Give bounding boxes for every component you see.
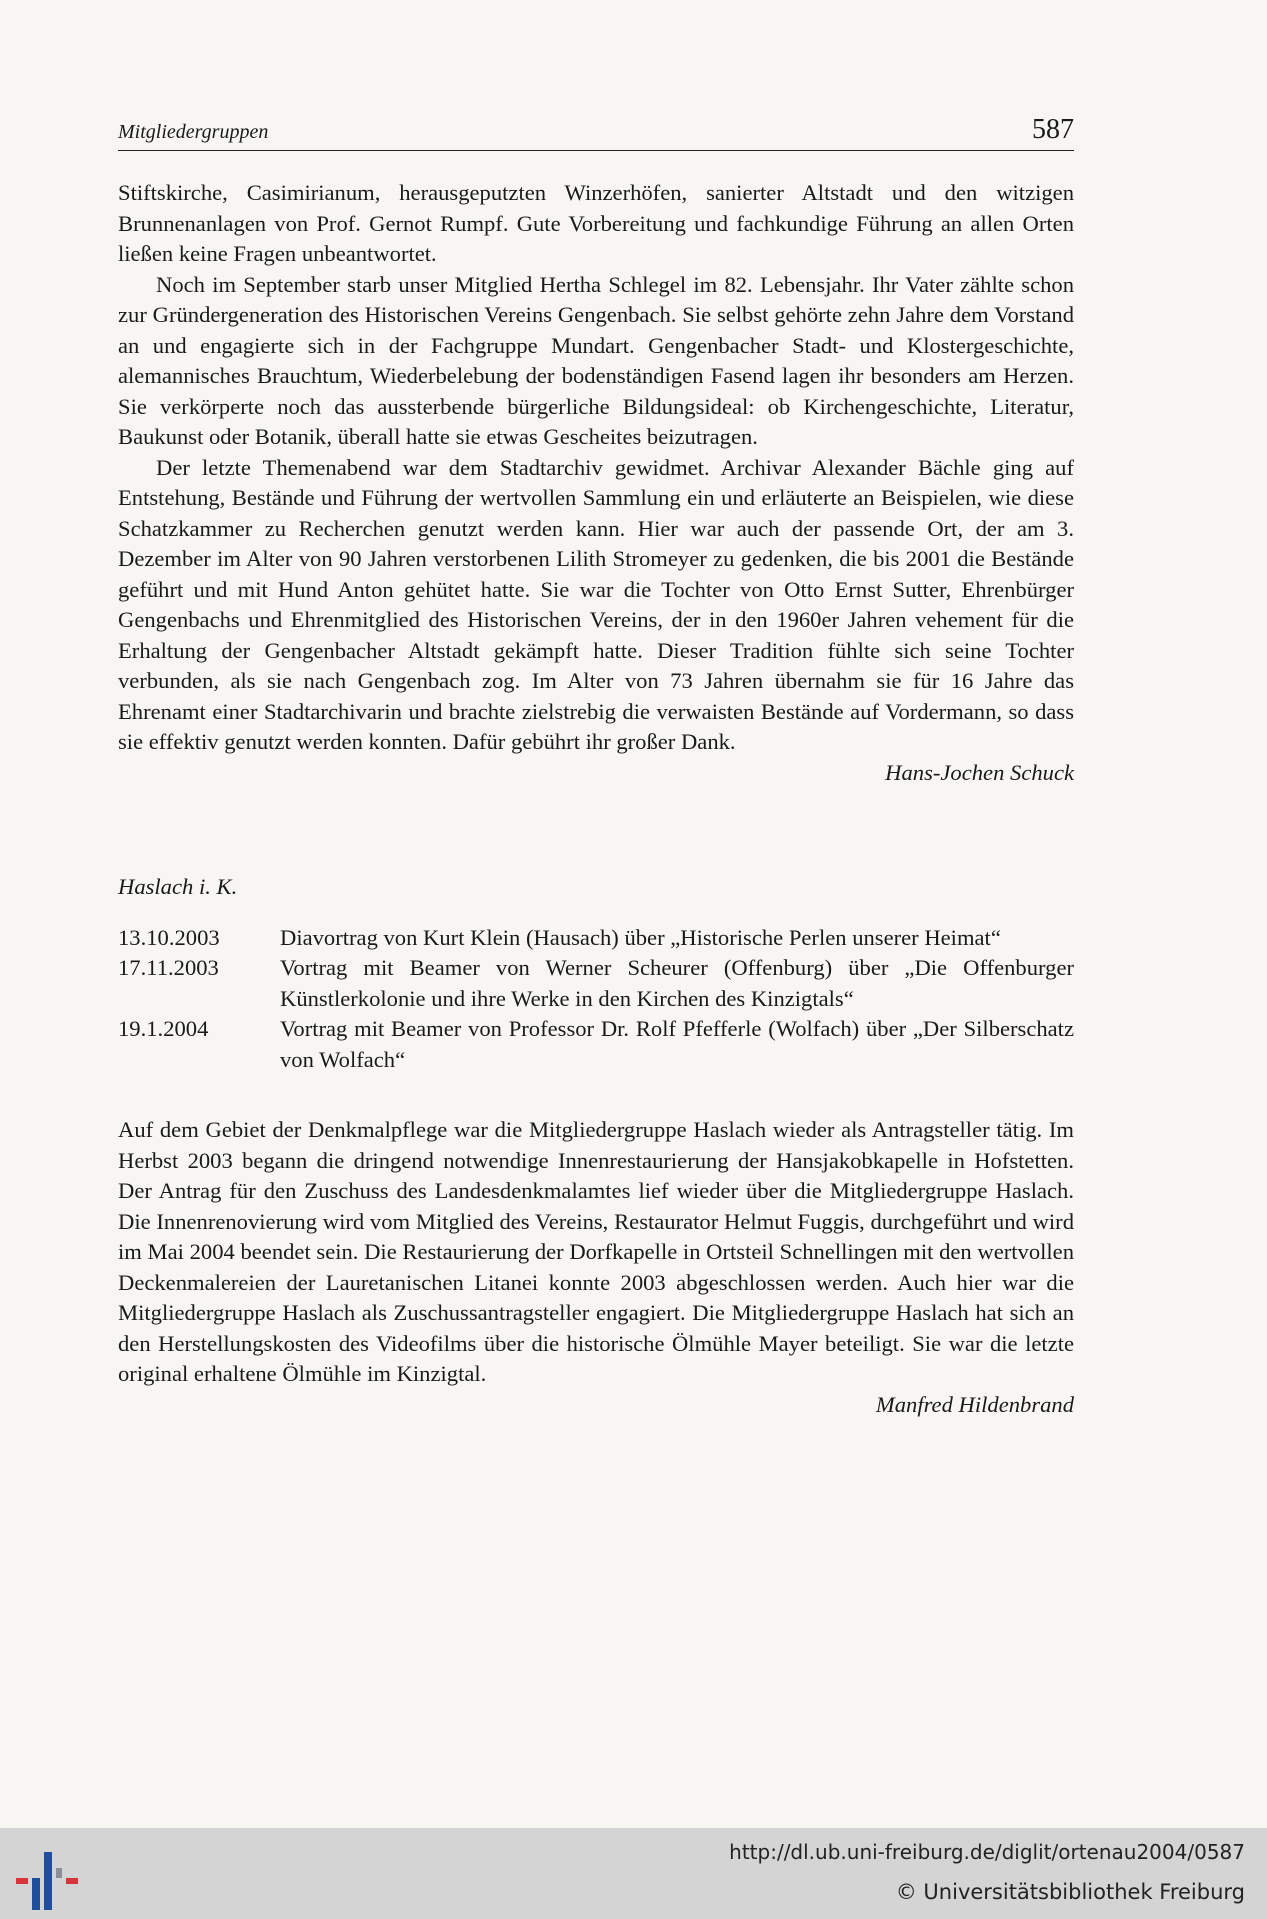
copyright-notice: © Universitätsbibliothek Freiburg [895,1880,1245,1904]
event-list [118,923,1074,1076]
logo-bar-blue-tall [44,1852,52,1910]
event-row [118,923,1074,954]
paragraph: Stiftskirche, Casimirianum, herausgeputzten Winzerhöfen, sanierter Altstadt und den witzigen Brunnenanlagen von Prof. Gernot Rumpf. Gute Vorbereitung und fachkundige Führung an allen Orten ließen keine Fragen unbeantwortet. [118,180,1074,266]
event-description: Vortrag mit Beamer von Werner Scheurer (Offenburg) über „Die Offenburger Künstlerkolonie und ihre Werke in den Kirchen des Kinzigtals“ [280,955,1074,1011]
event-row [118,953,1074,1014]
logo-bar-gray [56,1868,62,1878]
logo-bar-red-right [66,1878,78,1884]
viewer-footer [0,1828,1267,1919]
event-date: 13.10.2003 [118,924,220,950]
event-date: 17.11.2003 [118,955,219,980]
section-haslach [118,872,1074,1420]
event-description: Diavortrag von Kurt Klein (Hausach) über „Historische Perlen unserer Heimat“ [280,924,1001,950]
paragraph: Noch im September starb unser Mitglied Hertha Schlegel im 82. Lebensjahr. Ihr Vater zählte schon zur Gründergeneration des Historischen Vereins Gengenbach. Sie selbst gehörte zehn Jahre dem Vorstand an und engagierte sich in der Fachgruppe Mundart. Gengenbacher Stadt- und Klostergeschichte, alemannisches Brauchtum, Wiederbelebung der bodenständigen Fasend lagen ihr besonders am Herzen. Sie verkörperte noch das aussterbende bürgerliche Bildungsideal: ob Kirchengeschichte, Literatur, Baukunst oder Botanik, überall hatte sie etwas Gescheites beizutragen. [118,271,1074,449]
body-text [118,178,1074,1420]
section-title: Haslach i. K. [118,874,238,899]
section-gengenbach [118,178,1074,788]
author-signature: Manfred Hildenbrand [875,1391,1074,1417]
university-library-logo-icon [16,1852,86,1910]
page-header [118,108,1074,151]
running-head: Mitgliedergruppen [118,121,269,143]
paragraph: Der letzte Themenabend war dem Stadtarchiv gewidmet. Archivar Alexander Bächle ging auf Entstehung, Bestände und Führung der wertvollen Sammlung ein und erläuterte an Beispielen, wie diese Schatzkammer zu Recherchen genutzt werden kann. Hier war auch der passende Ort, der am 3. Dezember im Alter von 90 Jahren verstorbenen Lilith Stromeyer zu gedenken, die bis 2001 die Bestände geführt und mit Hund Anton gehütet hatte. Sie war die Tochter von Otto Ernst Sutter, Ehrenbürger Gengenbachs und Ehrenmitglied des Historischen Vereins, der in den 1960er Jahren vehement für die Erhaltung der Gengenbacher Altstadt gekämpft hatte. Dieser Tradition fühlte sich seine Tochter verbunden, als sie nach Gengenbach zog. Im Alter von 73 Jahren übernahm sie für 16 Jahre das Ehrenamt einer Stadtarchivarin und brachte zielstrebig die verwaisten Bestände auf Vordermann, so dass sie effektiv genutzt werden konnten. Dafür gebührt ihr großer Dank. [118,454,1074,754]
logo-bar-blue-low [32,1878,40,1910]
author-signature: Hans-Jochen Schuck [885,759,1074,785]
event-description: Vortrag mit Beamer von Professor Dr. Rolf Pfefferle (Wolfach) über „Der Silberschatz von Wolfach“ [280,1016,1074,1072]
logo-bar-red-left [16,1878,28,1884]
paragraph: Auf dem Gebiet der Denkmalpflege war die Mitgliedergruppe Haslach wieder als Antragsteller tätig. Im Herbst 2003 begann die dringend notwendige Innenrestaurierung der Hansjakobkapelle in Hofstetten. Der Antrag für den Zuschuss des Landesdenkmalamtes lief wieder über die Mitgliedergruppe Haslach. Die Innenrenovierung wird vom Mitglied des Vereins, Restaurator Helmut Fuggis, durchgeführt und wird im Mai 2004 beendet sein. Die Restaurierung der Dorfkapelle in Ortsteil Schnellingen mit den wertvollen Deckenmalereien der Lauretanischen Litanei konnte 2003 abgeschlossen werden. Auch hier war die Mitgliedergruppe Haslach als Zuschussantragsteller engagiert. Die Mitgliedergruppe Haslach hat sich an den Herstellungskosten des Videofilms über die historische Ölmühle Mayer beteiligt. Sie war die letzte original erhaltene Ölmühle im Kinzigtal. [118,1117,1074,1386]
permalink-url[interactable]: http://dl.ub.uni-freiburg.de/diglit/ortenau2004/0587 [729,1840,1245,1864]
page-number: 587 [1032,114,1074,145]
event-date: 19.1.2004 [118,1016,209,1041]
event-row [118,1014,1074,1075]
